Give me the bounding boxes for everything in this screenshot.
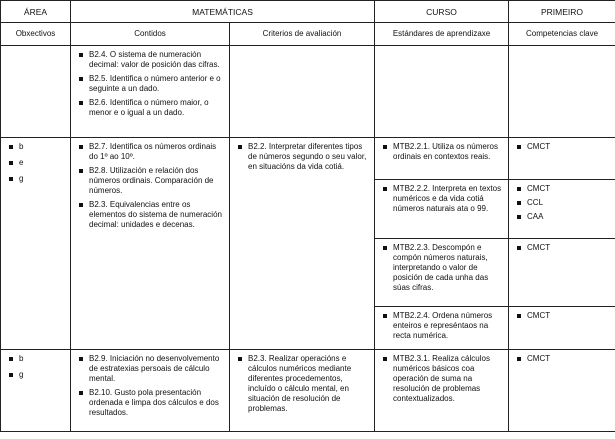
block-1-row: [1, 46, 615, 138]
criteria-heading: Criterios de avaliación: [230, 23, 375, 46]
standard-item: MTB2.2.1. Utiliza os números ordinais en contextos reais.: [393, 142, 502, 162]
block-3-row: [1, 350, 615, 432]
block-2-objectives: [1, 138, 71, 350]
content-item: B2.5. Identifica o número anterior e o seguinte a un dado.: [89, 74, 223, 94]
block-2-contents: [71, 138, 230, 350]
competences-heading: Competencias clave: [509, 23, 615, 46]
criterion-item: B2.2. Interpretar diferentes tipos de números segundo o seu valor, en situacións da vida cotiá.: [248, 142, 367, 171]
objectives-heading: Obxectivos: [1, 23, 71, 46]
standards-heading: Estándares de aprendizaxe: [375, 23, 509, 46]
course-heading: CURSO: [375, 1, 509, 23]
block-3-contents: [71, 350, 230, 432]
content-item: B2.8. Utilización e relación dos números ordinais. Comparación de números.: [89, 166, 223, 196]
objective-item: b: [19, 354, 64, 364]
content-item: B2.4. O sistema de numeración decimal: valor de posición das cifras.: [89, 50, 223, 70]
objective-item: g: [19, 174, 64, 184]
content-item: B2.7. Identifica os números ordinais do 1º ao 10º.: [89, 142, 223, 162]
competence-cell: [509, 350, 615, 432]
standard-cell: [375, 239, 509, 307]
competence-item: CMCT: [527, 184, 609, 194]
competence-item: CCL: [527, 198, 609, 208]
block-1-standards: [375, 46, 509, 138]
block-1-competences: [509, 46, 615, 138]
competence-cell: [509, 138, 615, 180]
header-row-2: [1, 23, 615, 46]
block-1-contents: [71, 46, 230, 138]
objective-item: g: [19, 370, 64, 380]
competence-item: CMCT: [527, 311, 609, 321]
competence-cell: [509, 307, 615, 350]
block-3-criteria: [230, 350, 375, 432]
block-1-objectives: [1, 46, 71, 138]
subject-heading: MATEMÁTICAS: [71, 1, 375, 23]
block-2-criteria: [230, 138, 375, 350]
content-item: B2.10. Gusto pola presentación ordenada e limpa dos cálculos e dos resultados.: [89, 388, 223, 418]
competence-item: CMCT: [527, 354, 609, 364]
objective-item: b: [19, 142, 64, 152]
criterion-item: B2.3. Realizar operacións e cálculos numéricos mediante diferentes procedementos, incluído o cálculo mental, en situación de resolución de problemas.: [248, 354, 368, 414]
content-item: B2.9. Iniciación no desenvolvemento de estratexias persoais de cálculo mental.: [89, 354, 223, 384]
content-item: B2.3. Equivalencias entre os elementos do sistema de numeración decimal: unidades e decenas.: [89, 200, 222, 229]
standard-item: MTB2.2.2. Interpreta en textos numéricos e da vida cotiá números naturais ata o 99.: [393, 184, 502, 213]
competence-item: CAA: [527, 212, 609, 222]
content-item: B2.6. Identifica o número maior, o menor e o igual a un dado.: [89, 98, 223, 118]
standard-cell: [375, 350, 509, 432]
standard-item: MTB2.2.3. Descompón e compón números naturais, interpretando o valor de posición de cada unha das súas cifras.: [393, 243, 502, 293]
standard-cell: [375, 138, 509, 180]
contents-heading: Contidos: [71, 23, 230, 46]
header-row-1: [1, 1, 615, 23]
standard-item: MTB2.3.1. Realiza cálculos numéricos básicos coa operación de suma na resolución de problemas contextualizados.: [393, 354, 502, 404]
competence-cell: [509, 239, 615, 307]
course-level: PRIMEIRO: [509, 1, 615, 23]
standard-item: MTB2.2.4. Ordena números enteiros e represéntaos na recta numérica.: [393, 311, 502, 341]
competence-cell: [509, 180, 615, 239]
block-3-objectives: [1, 350, 71, 432]
standard-cell: [375, 180, 509, 239]
block-1-criteria: [230, 46, 375, 138]
standard-cell: [375, 307, 509, 350]
competence-item: CMCT: [527, 243, 609, 253]
competence-item: CMCT: [527, 142, 609, 152]
block-2-row-1: [1, 138, 615, 180]
objective-item: e: [19, 158, 64, 168]
area-heading: ÁREA: [1, 1, 71, 23]
